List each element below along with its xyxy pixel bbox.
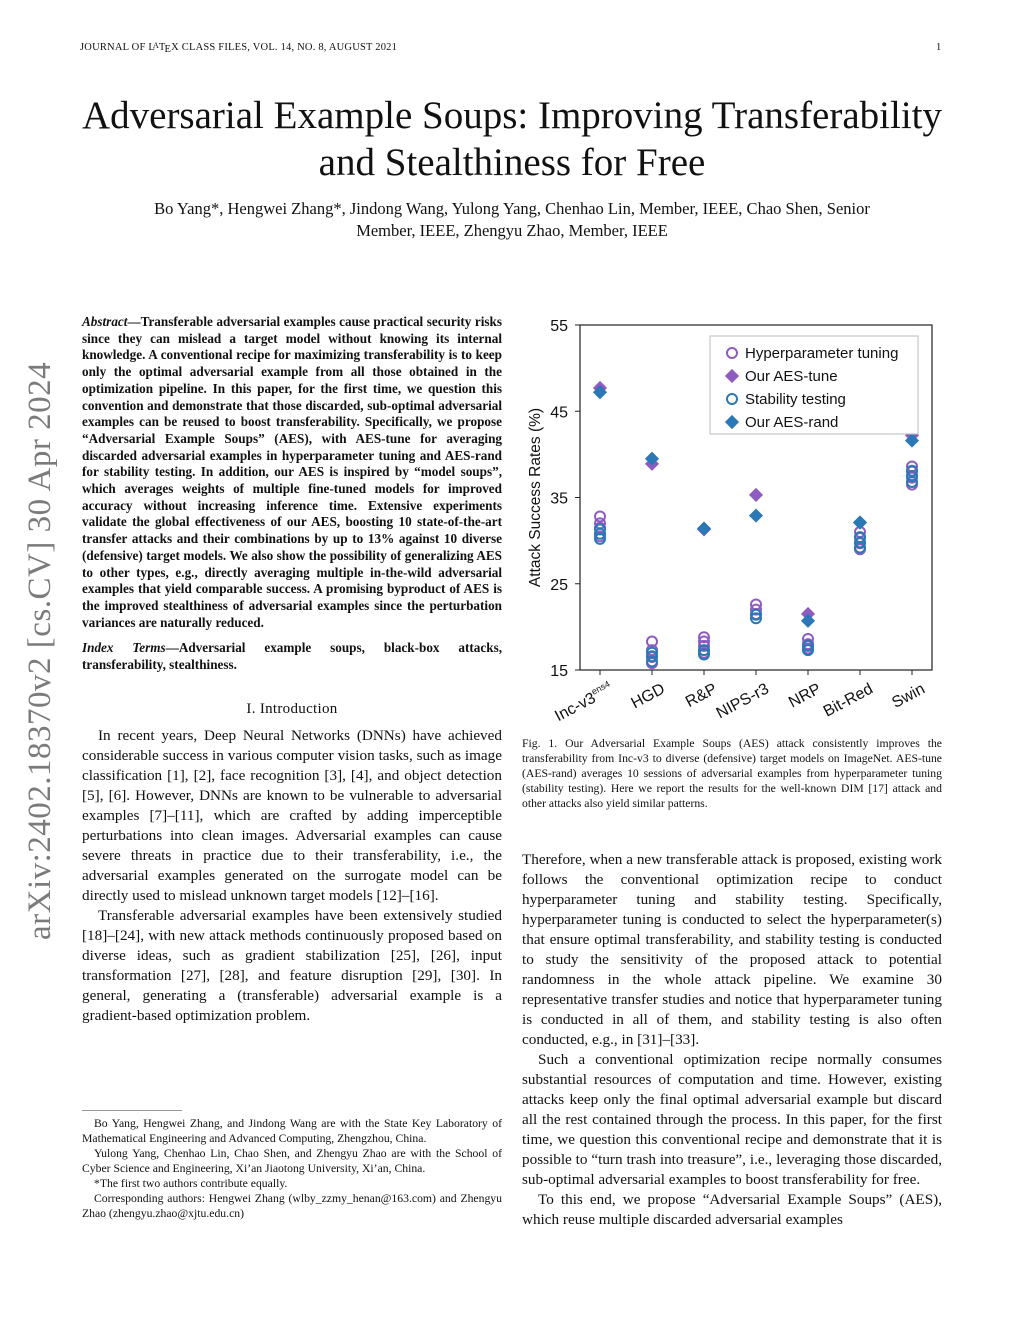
figure-1-chart bbox=[518, 312, 948, 732]
arxiv-identifier: arXiv:2402.18370v2 [cs.CV] 30 Apr 2024 bbox=[22, 361, 58, 940]
data-point-our-aes-rand bbox=[854, 516, 867, 529]
section-heading-introduction: I. Introduction bbox=[246, 700, 338, 717]
abstract-label: Abstract bbox=[82, 314, 128, 329]
x-tick-label bbox=[821, 681, 876, 721]
intro-paragraph-2: Transferable adversarial examples have been extensively studied [18]–[24], with new attack methods continuously proposed based on diverse ideas, such as gradient stabilization [25], [26], input transformation [27], [28], and feature disruption [29], [30]. In general, generating a (transferable) adversarial example is a gradient-based optimization problem. bbox=[82, 906, 502, 1024]
x-tick-label bbox=[714, 680, 772, 722]
index-terms-label: Index Terms bbox=[82, 640, 166, 656]
authors-line-1: Bo Yang*, Hengwei Zhang*, Jindong Wang, Yulong Yang, Chenhao Lin, Member, IEEE, Chao Shen, Senior bbox=[154, 199, 870, 218]
x-tick-label-main: HGD bbox=[628, 680, 668, 713]
x-tick-label-main: Bit-Red bbox=[820, 680, 876, 721]
x-tick-label bbox=[889, 681, 928, 712]
x-tick-label bbox=[551, 679, 616, 725]
footnote-rule bbox=[82, 1110, 182, 1111]
running-header: JOURNAL OF LATEX CLASS FILES, VOL. 14, NO. 8, AUGUST 2021 bbox=[80, 41, 398, 55]
page-number: 1 bbox=[936, 42, 942, 53]
body-paragraph-2: Such a conventional optimization recipe normally consumes substantial resources of computation and time. However, existing attacks keep only the final optimal adversarial example but discard all the rest contained through the process. In this paper, for the first time, we question this conventional recipe and demonstrate that it is possible to “turn trash into treasure”, i.e., leveraging those discarded, sub-optimal adversarial examples to boost transferability for free. bbox=[522, 1051, 942, 1188]
authors-line-2: Member, IEEE, Zhengyu Zhao, Member, IEEE bbox=[356, 221, 668, 240]
paper-title: Adversarial Example Soups: Improving Transferability and Stealthiness for Free bbox=[81, 94, 943, 184]
legend-label: Stability testing bbox=[745, 391, 846, 408]
data-point-our-aes-rand bbox=[750, 509, 763, 522]
index-terms-text: —Adversarial example soups, black-box attacks, transferability, stealthiness. bbox=[82, 640, 503, 673]
footnote-equal-contribution: *The first two authors contribute equally. bbox=[94, 1177, 288, 1190]
x-tick-label bbox=[628, 681, 667, 713]
data-point-our-aes-tune bbox=[750, 488, 763, 501]
author-list bbox=[60, 198, 964, 242]
left-column bbox=[82, 314, 502, 1026]
x-tick-label-main: NIPS-r3 bbox=[713, 680, 772, 723]
x-tick-label-main: Inc-v3 bbox=[552, 689, 599, 726]
legend-label: Hyperparameter tuning bbox=[745, 345, 899, 362]
y-axis-label: Attack Success Rates (%) bbox=[527, 407, 544, 588]
data-point-hyperparameter-tuning bbox=[595, 511, 605, 521]
body-paragraph-3: To this end, we propose “Adversarial Example Soups” (AES), which reuse multiple discarded adversarial examples bbox=[522, 1191, 942, 1228]
x-tick-label bbox=[786, 681, 824, 712]
y-tick-label: 15 bbox=[550, 663, 568, 680]
footnote-corresponding: Corresponding authors: Hengwei Zhang (wlby_zzmy_henan@163.com) and Zhengyu Zhao (zhengyu.zhao@xjtu.edu.cn) bbox=[82, 1192, 502, 1220]
intro-paragraph-1: In recent years, Deep Neural Networks (DNNs) have achieved considerable success in various computer vision tasks, such as image classification [1], [2], face recognition [3], [4], and object detection [5], [6]. However, DNNs are known to be vulnerable to adversarial examples [7]–[11], which are crafted by adding imperceptible perturbations into clean images. Adversarial examples can cause severe threats in practice due to their transferability, i.e., the adversarial examples generated on the surrogate model can be directly used to mislead unknown target models [12]–[16]. bbox=[82, 726, 502, 904]
abstract-text: —Transferable adversarial examples cause practical security risks since they can mislead a target model without knowing its internal knowledge. A conventional recipe for maximizing transferability is to keep only the optimal adversarial example from all those obtained in the optimization pipeline. In this paper, for the first time, we question this convention and demonstrate that those discarded, sub-optimal adversarial examples can be reused to boost transferability. Specifically, we propose “Adversarial Example Soups” (AES), with AES-tune for averaging discarded adversarial examples in hyperparameter tuning and AES-rand for stability testing. In addition, our AES is inspired by “model soups”, which averages weights of multiple fine-tuned models for improved accuracy without increasing inference time. Extensive experiments validate the global effectiveness of our AES, boosting 10 state-of-the-art transfer attacks and their combinations by up to 13% against 10 diverse (defensive) target models. We also show the possibility of generalizing AES to other types, e.g., directly averaging multiple in-the-wild adversarial examples that yield comparable success. A promising byproduct of AES is the improved stealthiness of adversarial examples since the perturbation variances are naturally reduced. bbox=[82, 314, 502, 630]
x-tick-label-sub: ens4 bbox=[589, 678, 612, 697]
data-point-our-aes-rand bbox=[698, 522, 711, 535]
figure-caption: Fig. 1. Our Adversarial Example Soups (AES) attack consistently improves the transferability from Inc-v3 to diverse (defensive) target models on ImageNet. AES-tune (AES-rand) averages 10 sessions of adversarial examples from hyperparameter tuning (stability testing). Here we report the results for the well-known DIM [17] attack and other attacks also yield similar patterns. bbox=[522, 737, 942, 810]
x-tick-label-main: Swin bbox=[889, 680, 928, 712]
y-tick-label: 25 bbox=[550, 576, 568, 594]
footnote-affiliation-2: Yulong Yang, Chenhao Lin, Chao Shen, and Zhengyu Zhao are with the School of Cyber Science and Engineering, Xi’an Jiaotong University, Xi’an, China. bbox=[82, 1147, 502, 1175]
y-tick-label: 35 bbox=[550, 490, 568, 508]
body-paragraph-1: Therefore, when a new transferable attack is proposed, existing work follows the conventional optimization recipe to conduct hyperparameter tuning and stability testing. Specifically, hyperparameter tuning is conducted to select the hyperparameter(s) that ensure optimal transferability, and stability testing is conducted to study the sensitivity of the proposed attack to potential randomness in the whole attack pipeline. We examine 30 representative transfer studies and notice that hyperparameter tuning is conducted in all of them, and stability testing is also often conducted, e.g., in [31]–[33]. bbox=[522, 851, 942, 1048]
y-tick-label: 45 bbox=[550, 404, 568, 422]
index-terms bbox=[82, 640, 502, 673]
abstract bbox=[82, 314, 502, 631]
footnote-affiliation-1: Bo Yang, Hengwei Zhang, and Jindong Wang are with the State Key Laboratory of Mathematical Engineering and Advanced Computing, Zhengzhou, China. bbox=[82, 1117, 502, 1145]
x-tick-label-main: R&P bbox=[682, 680, 720, 711]
y-tick-label: 55 bbox=[550, 318, 568, 335]
footnotes bbox=[82, 1116, 502, 1221]
right-column bbox=[522, 850, 942, 1230]
x-tick-label-main: NRP bbox=[786, 680, 824, 712]
legend-label: Our AES-tune bbox=[745, 368, 838, 385]
legend-label: Our AES-rand bbox=[745, 414, 839, 431]
